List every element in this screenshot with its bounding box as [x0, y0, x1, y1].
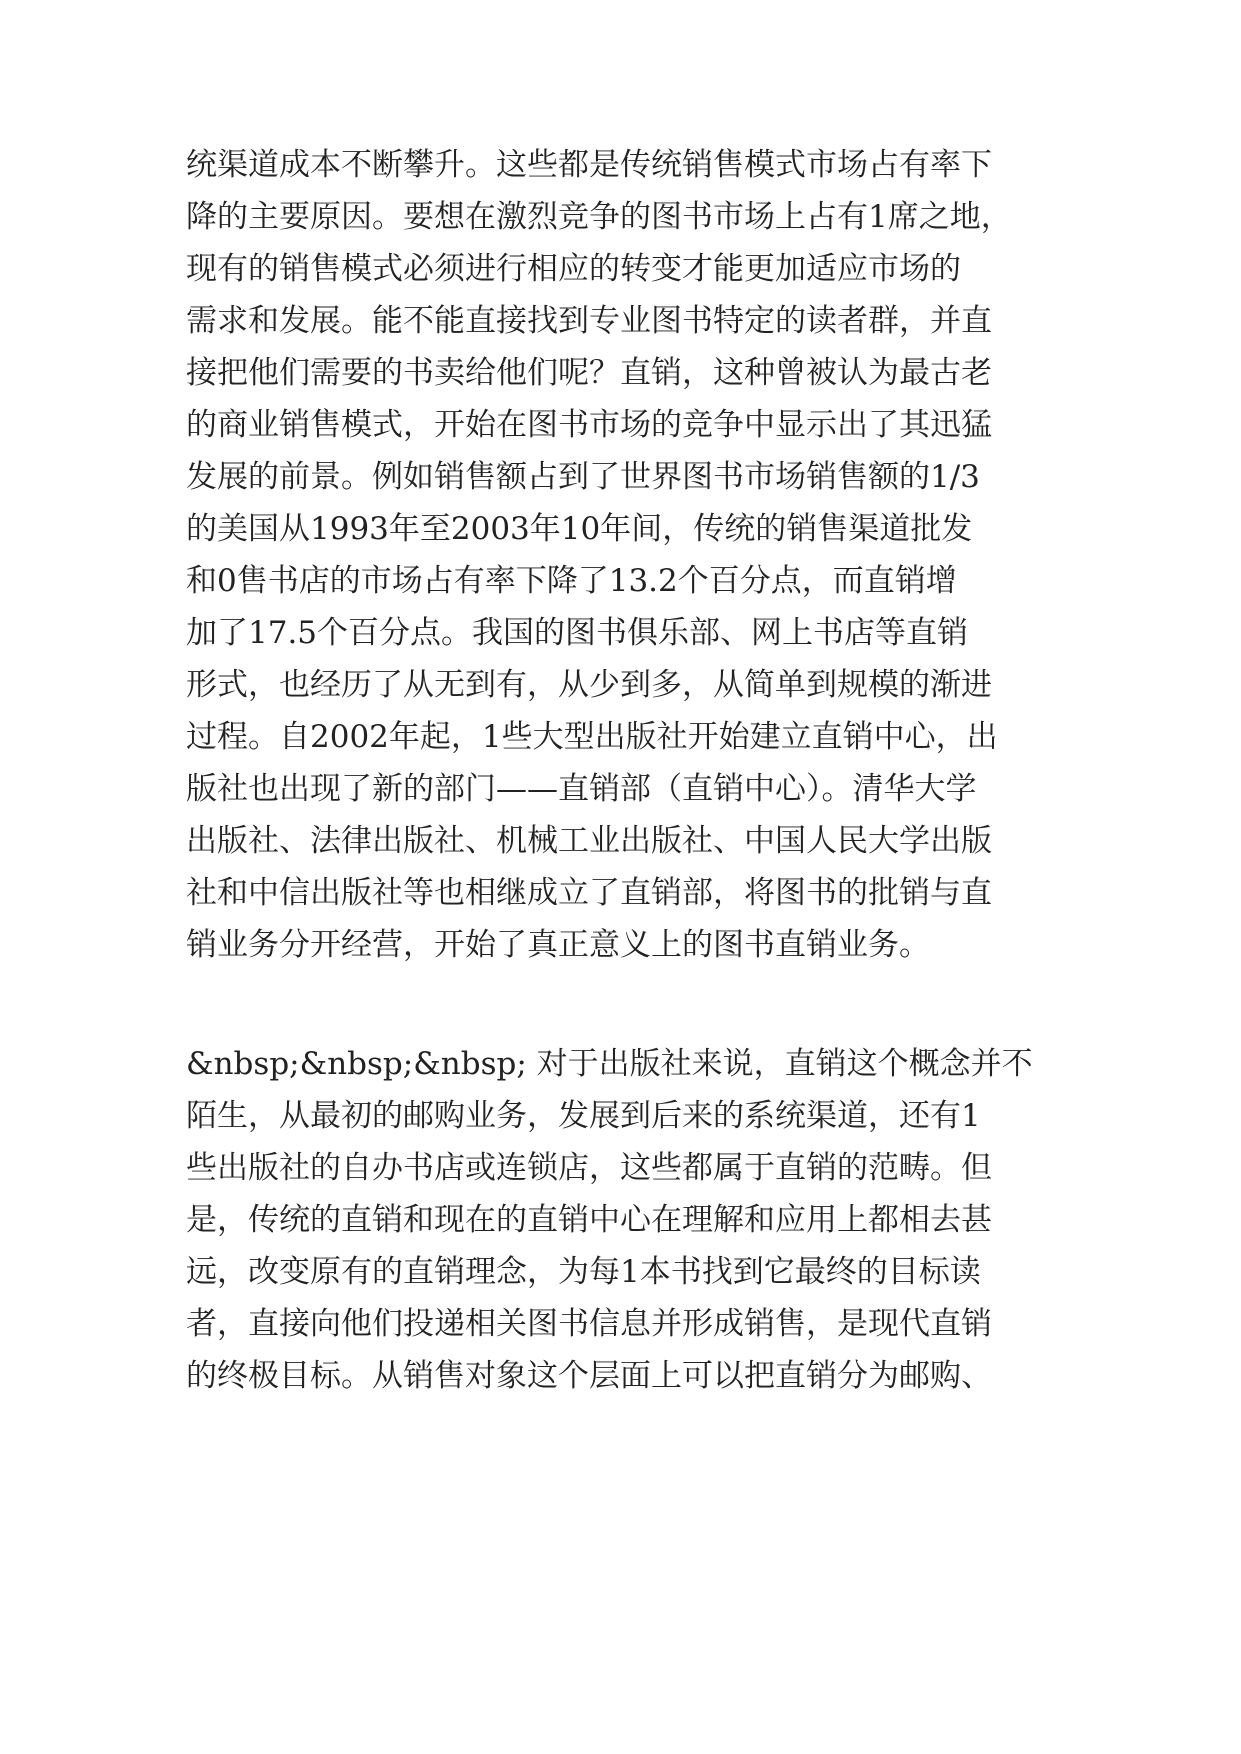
paragraph-1-line-4: 需求和发展。能不能直接找到专业图书特定的读者群，并直: [186, 303, 992, 339]
paragraph-2-line-4: 是，传统的直销和现在的直销中心在理解和应用上都相去甚: [186, 1202, 992, 1238]
paragraph-1-line-5: 接把他们需要的书卖给他们呢？直销，这种曾被认为最古老: [186, 355, 992, 391]
paragraph-2-line-3: 些出版社的自办书店或连锁店，这些都属于直销的范畴。但: [186, 1150, 992, 1186]
paragraph-2-line-7: 的终极目标。从销售对象这个层面上可以把直销分为邮购、: [186, 1358, 992, 1394]
paragraph-1-line-8: 的美国从1993年至2003年10年间，传统的销售渠道批发: [186, 511, 973, 547]
paragraph-1-line-13: 版社也出现了新的部门——直销部（直销中心）。清华大学: [186, 771, 977, 807]
paragraph-2-line-1: &nbsp;&nbsp;&nbsp; 对于出版社来说，直销这个概念并不: [186, 1046, 1033, 1082]
paragraph-1-line-2: 降的主要原因。要想在激烈竞争的图书市场上占有1席之地，: [186, 199, 1012, 235]
paragraph-2-line-6: 者，直接向他们投递相关图书信息并形成销售，是现代直销: [186, 1306, 992, 1342]
paragraph-1-line-16: 销业务分开经营，开始了真正意义上的图书直销业务。: [186, 927, 930, 963]
paragraph-1-line-1: 统渠道成本不断攀升。这些都是传统销售模式市场占有率下: [186, 147, 992, 183]
paragraph-1-line-6: 的商业销售模式，开始在图书市场的竞争中显示出了其迅猛: [186, 407, 992, 443]
paragraph-1-line-14: 出版社、法律出版社、机械工业出版社、中国人民大学出版: [186, 823, 992, 859]
paragraph-1-line-15: 社和中信出版社等也相继成立了直销部，将图书的批销与直: [186, 875, 992, 911]
paragraph-1-line-12: 过程。自2002年起，1些大型出版社开始建立直销中心，出: [186, 719, 998, 755]
paragraph-1-line-3: 现有的销售模式必须进行相应的转变才能更加适应市场的: [186, 251, 961, 287]
paragraph-1-line-11: 形式，也经历了从无到有，从少到多，从简单到规模的渐进: [186, 667, 992, 703]
paragraph-1-line-9: 和0售书店的市场占有率下降了13.2个百分点，而直销增: [186, 563, 957, 599]
paragraph-2-line-2: 陌生，从最初的邮购业务，发展到后来的系统渠道，还有1: [186, 1098, 981, 1134]
paragraph-1-line-10: 加了17.5个百分点。我国的图书俱乐部、网上书店等直销: [186, 615, 969, 651]
paragraph-1-line-7: 发展的前景。例如销售额占到了世界图书市场销售额的1/3: [186, 459, 980, 495]
paragraph-2-line-5: 远，改变原有的直销理念，为每1本书找到它最终的目标读: [186, 1254, 981, 1290]
